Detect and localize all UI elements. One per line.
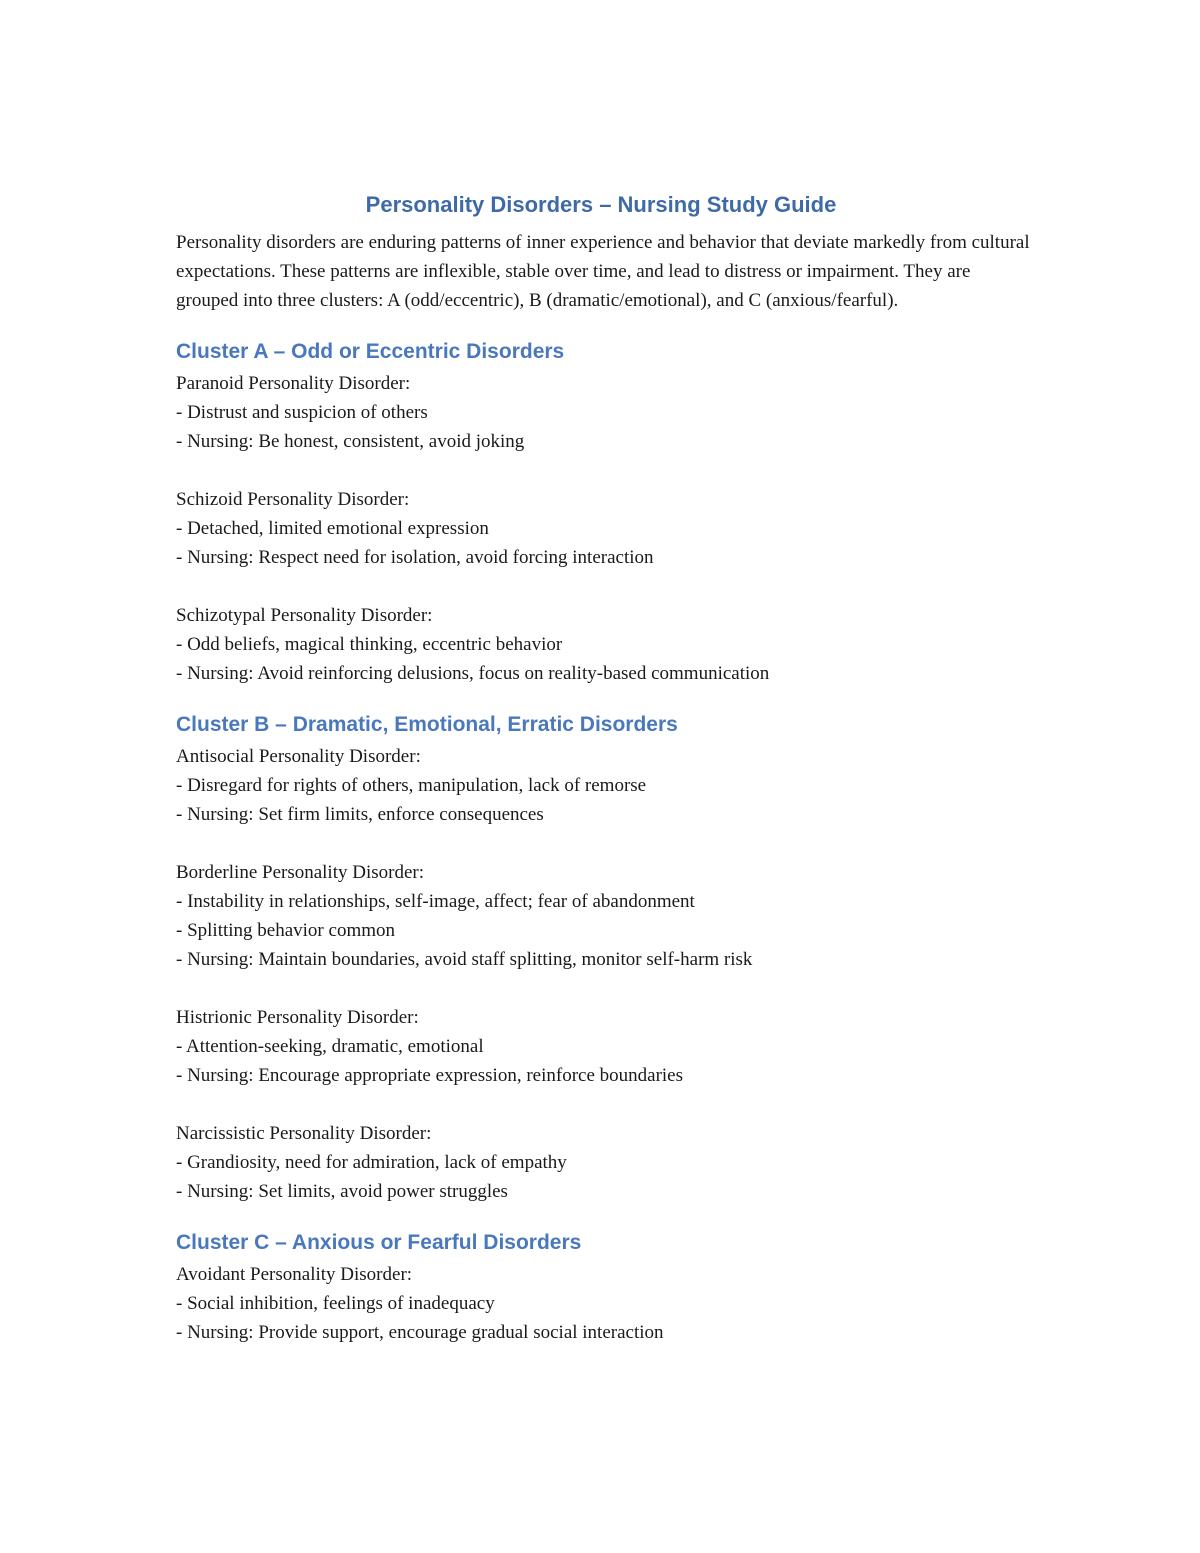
disorder-nursing: - Nursing: Respect need for isolation, avoid forcing interaction: [176, 547, 654, 568]
cluster-b-heading: Cluster B – Dramatic, Emotional, Erratic Disorders: [176, 713, 678, 736]
cluster-c-section: [176, 1226, 1036, 1347]
disorder-paranoid: [176, 369, 1036, 456]
cluster-a-section: [176, 335, 1036, 688]
disorder-narcissistic: [176, 1119, 1036, 1206]
disorder-nursing: - Nursing: Maintain boundaries, avoid staff splitting, monitor self-harm risk: [176, 949, 753, 970]
disorder-detail: - Grandiosity, need for admiration, lack of empathy: [176, 1152, 567, 1173]
disorder-name: Histrionic Personality Disorder:: [176, 1007, 419, 1028]
disorder-name: Antisocial Personality Disorder:: [176, 746, 421, 767]
disorder-name: Paranoid Personality Disorder:: [176, 373, 411, 394]
disorder-nursing: - Nursing: Be honest, consistent, avoid joking: [176, 431, 525, 452]
disorder-nursing: - Nursing: Set firm limits, enforce consequences: [176, 804, 544, 825]
disorder-name: Schizoid Personality Disorder:: [176, 489, 410, 510]
disorder-name: Avoidant Personality Disorder:: [176, 1264, 413, 1285]
disorder-avoidant: [176, 1260, 1036, 1347]
disorder-detail: - Attention-seeking, dramatic, emotional: [176, 1036, 484, 1057]
disorder-detail: - Detached, limited emotional expression: [176, 518, 489, 539]
disorder-detail: - Instability in relationships, self-image, affect; fear of abandonment: [176, 891, 695, 912]
disorder-detail: - Distrust and suspicion of others: [176, 402, 428, 423]
disorder-schizotypal: [176, 601, 1036, 688]
disorder-nursing: - Nursing: Avoid reinforcing delusions, focus on reality-based communication: [176, 663, 770, 684]
disorder-detail: - Disregard for rights of others, manipulation, lack of remorse: [176, 775, 647, 796]
cluster-c-heading: Cluster C – Anxious or Fearful Disorders: [176, 1231, 582, 1254]
cluster-b-section: [176, 708, 1036, 1206]
document-page: [176, 188, 1036, 1347]
disorder-detail: - Social inhibition, feelings of inadequacy: [176, 1293, 495, 1314]
disorder-borderline: [176, 858, 1036, 974]
disorder-histrionic: [176, 1003, 1036, 1090]
disorder-name: Schizotypal Personality Disorder:: [176, 605, 433, 626]
disorder-detail: - Odd beliefs, magical thinking, eccentric behavior: [176, 634, 563, 655]
disorder-name: Borderline Personality Disorder:: [176, 862, 425, 883]
disorder-antisocial: [176, 742, 1036, 829]
document-title: Personality Disorders – Nursing Study Guide: [365, 192, 837, 217]
disorder-detail: - Splitting behavior common: [176, 920, 396, 941]
intro-paragraph: Personality disorders are enduring patterns of inner experience and behavior that deviate markedly from cultural expectations. These patterns are inflexible, stable over time, and lead to distress or impairment. They are grouped into three clusters: A (odd/eccentric), B (dramatic/emotional), and C (anxious/fearful).: [176, 232, 1030, 311]
disorder-name: Narcissistic Personality Disorder:: [176, 1123, 432, 1144]
disorder-nursing: - Nursing: Encourage appropriate expression, reinforce boundaries: [176, 1065, 684, 1086]
disorder-schizoid: [176, 485, 1036, 572]
disorder-nursing: - Nursing: Set limits, avoid power struggles: [176, 1181, 508, 1202]
disorder-nursing: - Nursing: Provide support, encourage gradual social interaction: [176, 1322, 664, 1343]
cluster-a-heading: Cluster A – Odd or Eccentric Disorders: [176, 340, 565, 363]
